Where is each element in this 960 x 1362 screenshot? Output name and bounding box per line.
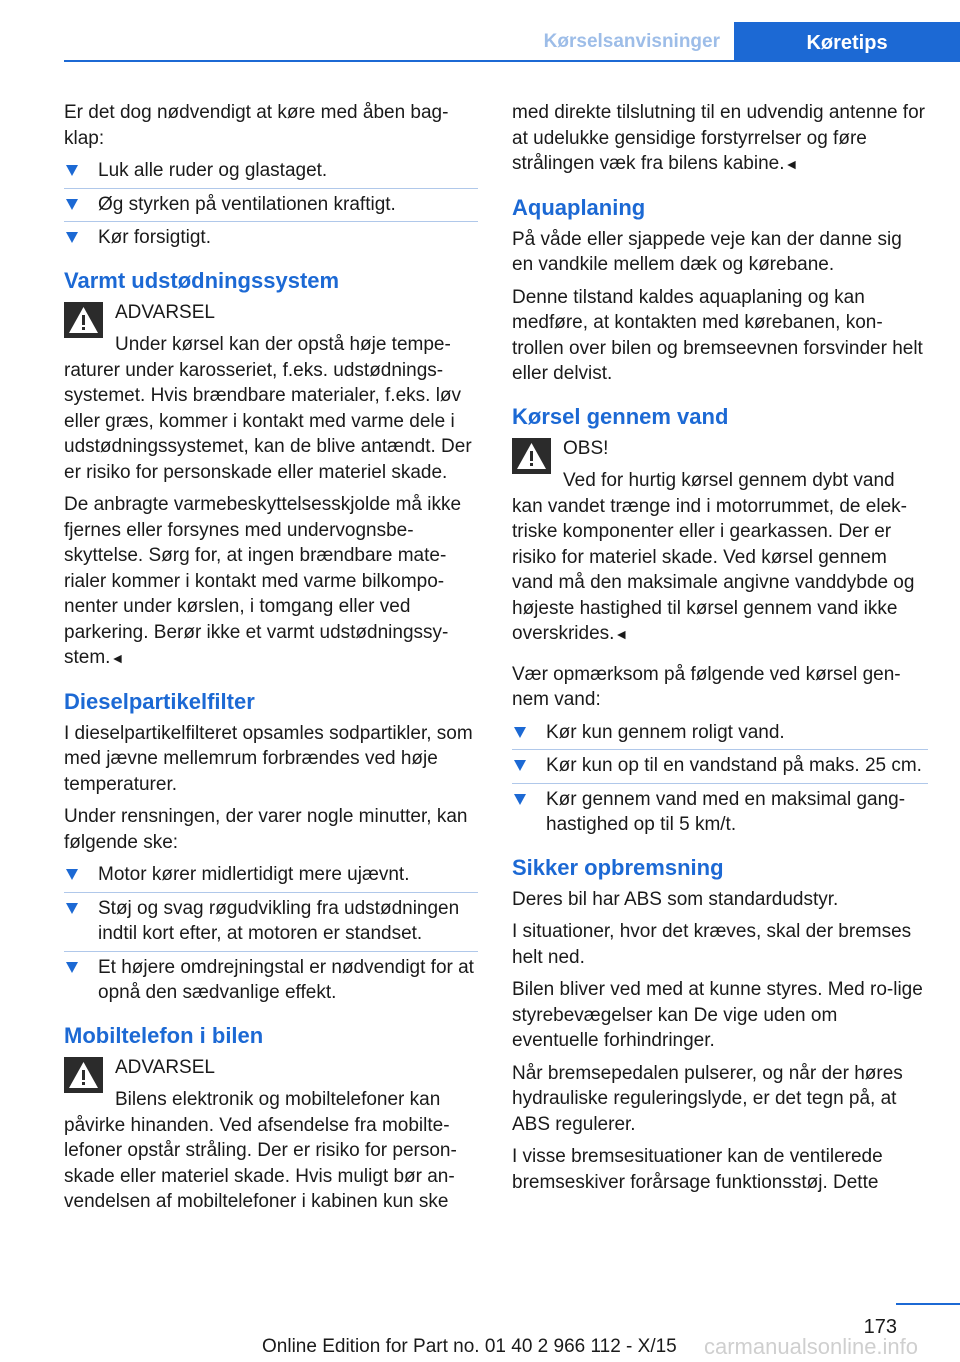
bullet-triangle-icon <box>514 760 526 771</box>
heading-phone: Mobiltelefon i bilen <box>64 1022 264 1048</box>
left-column <box>64 100 478 1222</box>
brake-paragraph-4: Når bremsepedalen pulserer, og når der høres hydrauliske reguleringslyde, er det tegn på, at ABS regulerer. <box>512 1062 903 1135</box>
bullet-list-water <box>512 720 928 838</box>
list-item: Støj og svag røgudvikling fra udstødningen indtil kort efter, at motoren er standset. <box>64 892 478 947</box>
list-item: Kør kun gennem roligt vand. <box>512 720 928 746</box>
page-number: 173 <box>863 1316 897 1338</box>
list-item: Et højere omdrejningstal er nødvendigt for at opnå den sædvanlige effekt. <box>64 951 478 1006</box>
bullet-triangle-icon <box>66 903 78 914</box>
warning-block-phone <box>64 1055 478 1215</box>
bullet-list-dpf <box>64 862 478 1006</box>
warning-block-exhaust <box>64 300 478 486</box>
warning-label: ADVARSEL <box>115 1056 215 1078</box>
warning-label: ADVARSEL <box>115 301 215 323</box>
caution-block-water <box>512 436 928 648</box>
end-mark: ◄ <box>784 156 799 172</box>
brake-paragraph-2: I situationer, hvor det kræves, skal der bremses helt ned. <box>512 921 912 968</box>
heading-aquaplaning: Aquaplaning <box>512 194 646 220</box>
warning-label: OBS! <box>563 437 609 459</box>
aqua-paragraph-1: På våde eller sjappede veje kan der danne sig en vandkile mellem dæk og kørebane. <box>512 228 902 275</box>
right-column <box>512 100 928 1202</box>
bullet-triangle-icon <box>66 869 78 880</box>
brake-paragraph-3: Bilen bliver ved med at kunne styres. Med ro-lige styrebevægelser kan De vige uden om eventuelle forhindringer. <box>512 979 923 1051</box>
end-mark: ◄ <box>110 650 125 666</box>
watermark: carmanualsonline.info <box>704 1334 919 1359</box>
heading-exhaust: Varmt udstødningssystem <box>64 267 340 293</box>
page-header <box>0 0 960 62</box>
warning-text: Bilens elektronik og mobiltelefoner kan påvirke hinanden. Ved afsendelse fra mobilte-lefoner opstår stråling. Der er risiko for person-skade eller materiel skade. Hvis muligt bør an-vendelsen af mobiltelefoner i kabinen kun ske <box>64 1089 457 1212</box>
brake-paragraph-1: Deres bil har ABS som standardudstyr. <box>512 888 839 910</box>
brake-paragraph-5: I visse bremsesituationer kan de ventilerede bremseskiver forårsage funktionsstøj. Dette <box>512 1146 883 1193</box>
header-chapter-tab: Køretips <box>734 22 960 62</box>
warning-continuation: De anbragte varmebeskyttelsesskjolde må ikke fjernes eller forsynes med undervognsbe-skyttelse. Sørg for, at ingen brændbare mate-rialer kommer i kontakt med varme bilkompo-nenter under kørslen, i tomgang eller ved parkering. Berør ikke et varmt udstødningssy-stem.◄ <box>64 494 462 668</box>
dpf-paragraph-1: I dieselpartikelfilteret opsamles sodpartikler, som med jævne mellemrum forbrændes ved høje temperaturer. <box>64 722 473 795</box>
header-section-title: Kørselsanvisninger <box>543 31 720 52</box>
list-item: Motor kører midlertidigt mere ujævnt. <box>64 862 478 888</box>
aqua-paragraph-2: Denne tilstand kaldes aquaplaning og kan medføre, at kontakten med kørebanen, kon-trollen over bilen og bremseevnen forsvinder helt eller delvist. <box>512 286 923 384</box>
warning-triangle-icon <box>64 1057 103 1093</box>
list-item: Kør forsigtigt. <box>64 221 478 251</box>
bullet-triangle-icon <box>514 727 526 738</box>
warning-triangle-icon <box>64 302 103 338</box>
bullet-triangle-icon <box>66 962 78 973</box>
footer-edition: Online Edition for Part no. 01 40 2 966 112 - X/15 <box>262 1336 677 1357</box>
page-number-rule <box>896 1303 960 1305</box>
bullet-triangle-icon <box>66 232 78 243</box>
header-rule <box>64 60 960 62</box>
warning-triangle-icon <box>512 438 551 474</box>
list-item: Luk alle ruder og glastaget. <box>64 158 478 184</box>
heading-water: Kørsel gennem vand <box>512 403 729 429</box>
bullet-triangle-icon <box>514 794 526 805</box>
intro-paragraph: Er det dog nødvendigt at køre med åben bag-klap: <box>64 102 449 149</box>
bullet-list-tailgate <box>64 158 478 251</box>
bullet-triangle-icon <box>66 165 78 176</box>
bullet-triangle-icon <box>66 199 78 210</box>
end-mark: ◄ <box>614 626 629 642</box>
warning-text: Ved for hurtig kørsel gennem dybt vand kan vandet trænge ind i motorrummet, de elek-triske komponenter eller i gearkassen. Der er risiko for materiel skade. Ved kørsel gennem vand må den maksimale angivne vanddybde og højeste hastighed til kørsel gennem vand ikke overskrides. <box>512 470 915 644</box>
heading-dpf: Dieselpartikelfilter <box>64 688 255 714</box>
water-paragraph: Vær opmærksom på følgende ved kørsel gen-nem vand: <box>512 663 901 710</box>
warning-text: Under kørsel kan der opstå høje tempe-raturer under karosseriet, f.eks. udstødnings-systemet. Hvis brændbare materialer, f.eks. løv eller græs, kommer i kontakt med varme dele i udstødningssystemet, kan de blive antændt. Der er risiko for personskade eller materiel skade. <box>64 334 472 483</box>
dpf-paragraph-2: Under rensningen, der varer nogle minutter, kan følgende ske: <box>64 806 468 853</box>
list-item: Kør kun op til en vandstand på maks. 25 cm. <box>512 749 928 779</box>
list-item: Kør gennem vand med en maksimal gang-hastighed op til 5 km/t. <box>512 783 928 838</box>
list-item: Øg styrken på ventilationen kraftigt. <box>64 188 478 218</box>
heading-brake: Sikker opbremsning <box>512 854 724 880</box>
phone-warning-continuation: med direkte tilslutning til en udvendig antenne for at udelukke gensidige forstyrrelser og føre strålingen væk fra bilens kabine.◄ <box>512 102 925 174</box>
